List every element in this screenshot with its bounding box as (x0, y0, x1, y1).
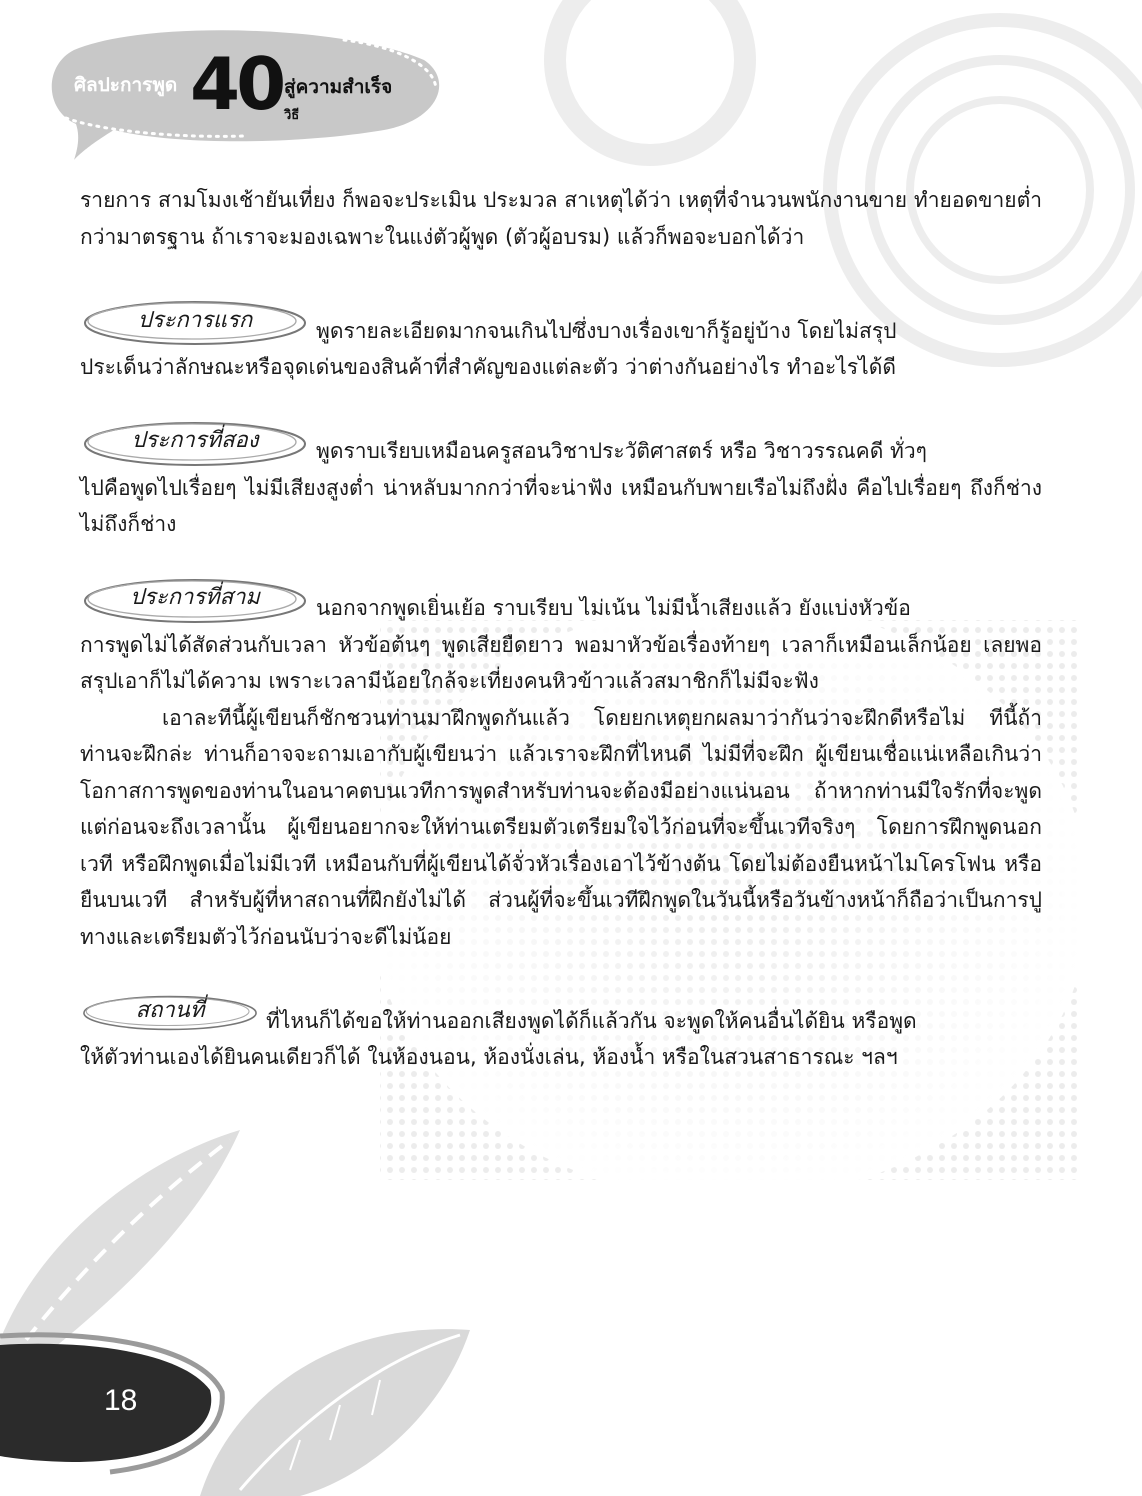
section-first-line: พูดราบเรียบเหมือนครูสอนวิชาประวัติศาสตร์ หรือ วิชาวรรณคดี ทั่วๆ (316, 439, 927, 463)
section-tag-label: สถานที่ (135, 997, 205, 1023)
body-paragraph: เอาละทีนี้ผู้เขียนก็ชักชวนท่านมาฝึกพูดกันแล้ว โดยยกเหตุยกผลมาว่ากันว่าจะฝึกดีหรือไม่ ทีนี้ถ้าท่านจะฝึกล่ะ ท่านก็อาจจะถามเอากับผู้เขียนว่า แล้วเราจะฝึกที่ไหนดี ไม่มีที่จะฝึก ผู้เขียนเชื่อแน่เหลือเกินว่าโอกาสการพูดของท่านในอนาคตบนเวทีการพูดสำหรับท่านจะต้องมีอย่างแน่นอน ถ้าหากท่านมีใจรักที่จะพูดแต่ก่อนจะถึงเวลานั้น ผู้เขียนอยากจะให้ท่านเตรียมตัวเตรียมใจไว้ก่อนที่จะขึ้นเวทีจริงๆ โดยการฝึกพูดนอกเวที หรือฝึกพูดเมื่อไม่มีเวที เหมือนกับที่ผู้เขียนได้จั่วหัวเรื่องเอาไว้ข้างต้น โดยไม่ต้องยืนหน้าไมโครโฟน หรือยืนบนเวที สำหรับผู้ที่หาสถานที่ฝึกยังไม่ได้ ส่วนผู้ที่จะขึ้นเวทีฝึกพูดในวันนี้หรือวันข้างหน้าก็ถือว่าเป็นการปูทางและเตรียมตัวไว้ก่อนนับว่าจะดีไม่น้อย (80, 705, 1042, 949)
main-content (80, 182, 1042, 1102)
section-tag (80, 987, 260, 1039)
section-tag (80, 575, 310, 627)
section-first-line: นอกจากพูดเยิ่นเย้อ ราบเรียบ ไม่เน้น ไม่มีน้ำเสียงแล้ว ยังแบ่งหัวข้อ (316, 596, 911, 620)
section-rest: ให้ตัวท่านเองได้ยินคนเดียวก็ได้ ในห้องนอน, ห้องนั่งเล่น, ห้องน้ำ หรือในสวนสาธารณะ ฯลฯ (80, 1045, 898, 1069)
section-tag (80, 418, 310, 470)
section-rest: การพูดไม่ได้สัดส่วนกับเวลา หัวข้อต้นๆ พูดเสียยืดยาว พอมาหัวข้อเรื่องท้ายๆ เวลาก็เหมือนเล็กน้อย เลยพอสรุปเอาก็ไม่ได้ความ เพราะเวลามีน้อยใกล้จะเที่ยงคนหิวข้าวแล้วสมาชิกก็ไม่มีจะฟัง (80, 632, 1042, 693)
intro-paragraph: รายการ สามโมงเช้ายันเที่ยง ก็พอจะประเมิน ประมวล สาเหตุได้ว่า เหตุที่จำนวนพนักงานขาย ทำยอดขายต่ำกว่ามาตรฐาน ถ้าเราจะมองเฉพาะในแง่ตัวผู้พูด (ตัวผู้อบรม) แล้วก็พอจะบอกได้ว่า (80, 188, 1042, 249)
header-title-small: วิธี (284, 108, 300, 123)
section-tag-label: ประการแรก (137, 307, 253, 333)
leaf-decoration-bottom (200, 1329, 470, 1496)
page-number: 18 (104, 1384, 138, 1417)
section-rest: ประเด็นว่าลักษณะหรือจุดเด่นของสินค้าที่สำคัญของแต่ละตัว ว่าต่างกันอย่างไร ทำอะไรได้ดี (80, 355, 896, 379)
header-title-left: ศิลปะการพูด (74, 74, 178, 96)
section-first-line: ที่ไหนก็ได้ขอให้ท่านออกเสียงพูดได้ก็แล้วกัน จะพูดให้คนอื่นได้ยิน หรือพูด (266, 1008, 917, 1033)
section-rest: ไปคือพูดไปเรื่อยๆ ไม่มีเสียงสูงต่ำ น่าหลับมากกว่าที่จะน่าฟัง เหมือนกับพายเรือไม่ถึงฝั่ง คือไปเรื่อยๆ ถึงก็ช่างไม่ถึงก็ช่าง (80, 475, 1042, 536)
section-tag (80, 297, 310, 349)
section-place (80, 981, 1042, 1076)
section-first-line: พูดรายละเอียดมากจนเกินไปซึ่งบางเรื่องเขาก็รู้อยู่บ้าง โดยไม่สรุป (316, 318, 897, 343)
section-tag-label: ประการที่สอง (131, 428, 259, 453)
section-second (80, 412, 1042, 543)
section-first (80, 291, 1042, 386)
section-third (80, 569, 1042, 956)
header-title-right: สู่ความสำเร็จ (284, 76, 393, 98)
section-tag-label: ประการที่สาม (130, 585, 260, 610)
header-number: 40 (190, 42, 283, 126)
